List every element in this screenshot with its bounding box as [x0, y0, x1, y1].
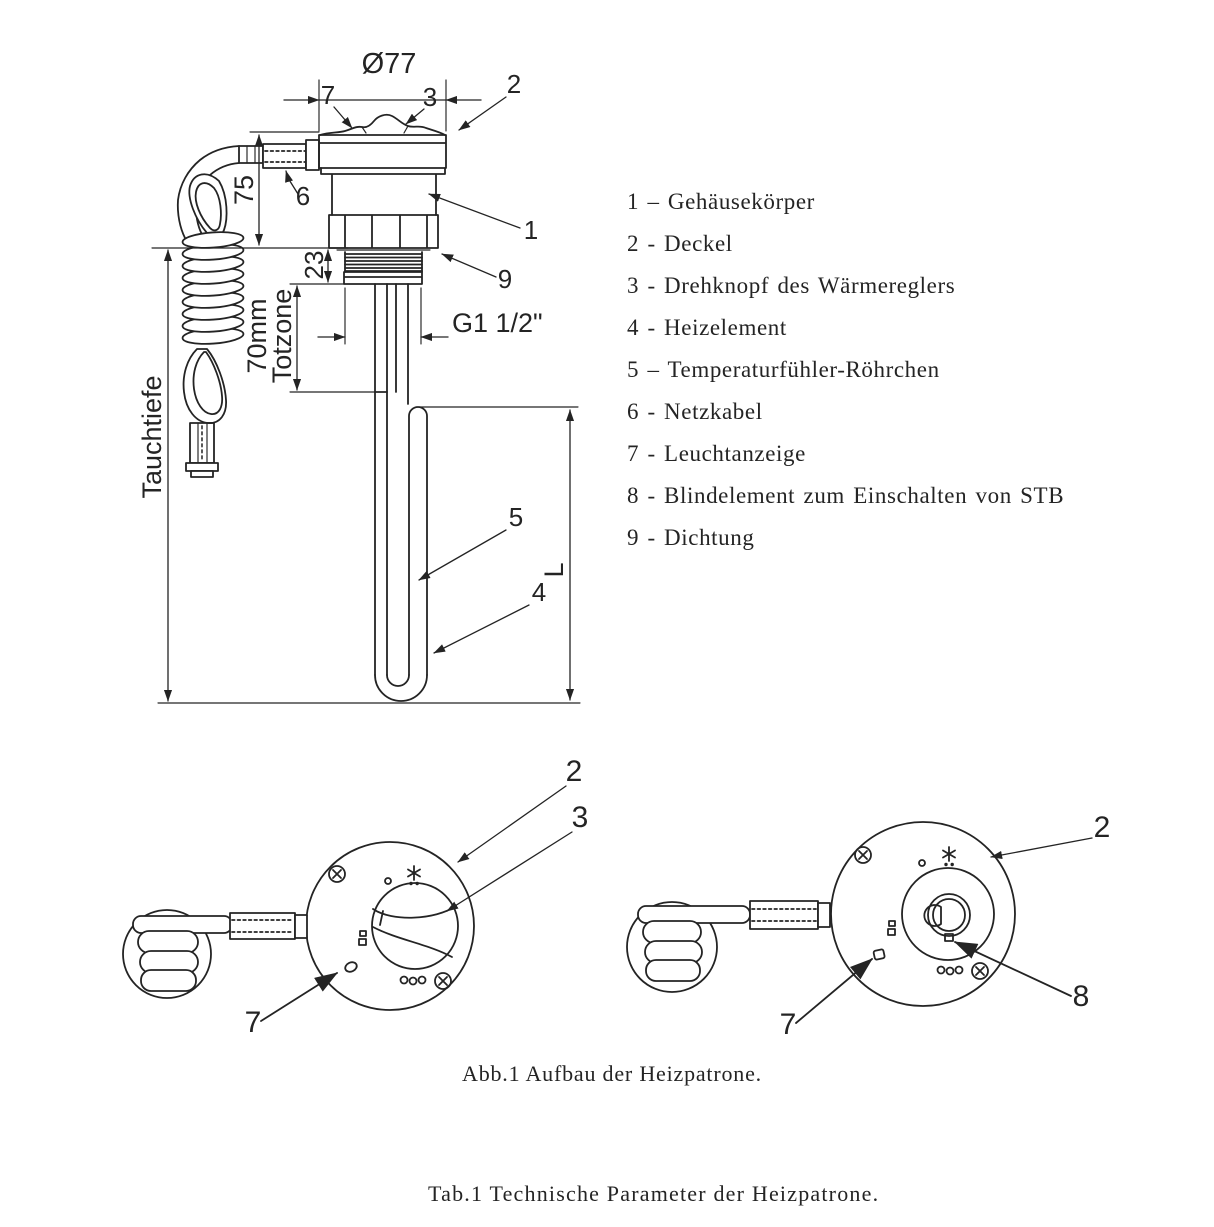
sensor-tube: [409, 407, 427, 675]
legend-item-9: 9 - Dichtung: [627, 525, 755, 550]
dim-totzone-value: 70mm: [242, 298, 272, 374]
stb-blind-element: [924, 894, 970, 941]
right-view-plug: [627, 901, 830, 992]
callout-7: 7: [244, 1006, 262, 1039]
inner-cover-circle: [902, 868, 994, 960]
cover-screw: [972, 963, 988, 979]
figure-caption: Abb.1 Aufbau der Heizpatrone.: [462, 1061, 762, 1086]
indicator-light: [873, 949, 885, 960]
callout-2: 2: [565, 755, 583, 788]
dim-diameter: Ø77: [361, 48, 417, 80]
callout-3: 3: [571, 801, 589, 834]
legend-item-3: 3 - Drehknopf des Wärmereglers: [627, 273, 956, 298]
cover-outline: [306, 842, 474, 1010]
dim-75: 75: [229, 174, 259, 206]
callout-5: 5: [508, 502, 524, 532]
legend-item-1: 1 – Gehäusekörper: [627, 189, 815, 214]
thermostat-knob-top: [372, 883, 458, 969]
mains-plug: [186, 423, 218, 477]
cover-screw: [329, 866, 345, 882]
main-callouts: [286, 69, 546, 653]
callout-4: 4: [531, 577, 547, 607]
legend-item-5: 5 – Temperaturfühler-Röhrchen: [627, 357, 940, 382]
legend-item-8: 8 - Blindelement zum Einschalten von STB: [627, 483, 1065, 508]
left-view-callouts: [245, 755, 589, 1039]
indicator-light: [344, 960, 359, 973]
legend-item-4: 4 - Heizelement: [627, 315, 787, 340]
legend-item-2: 2 - Deckel: [627, 231, 733, 256]
dim-tauchtiefe: Tauchtiefe: [137, 375, 167, 499]
mounting-thread: [345, 252, 422, 272]
main-sectional-drawing: [137, 48, 580, 703]
min-setting-mark: [359, 931, 366, 945]
callout-2: 2: [1093, 811, 1111, 844]
hex-nut: [329, 215, 438, 248]
legend-item-6: 6 - Netzkabel: [627, 399, 763, 424]
callout-7: 7: [320, 80, 336, 110]
dim-totzone-label: Totzone: [267, 288, 297, 384]
heating-element-tubes: [375, 284, 427, 701]
callout-3: 3: [422, 82, 438, 112]
cable-gland: [239, 140, 319, 170]
top-view-with-knob: [123, 755, 588, 1039]
top-view-stb-side: [627, 811, 1110, 1041]
callout-2: 2: [506, 69, 522, 99]
gasket-flange: [344, 272, 422, 284]
parts-legend: [627, 181, 1097, 559]
callout-6: 6: [295, 181, 311, 211]
cover-screw: [435, 973, 451, 989]
dim-length: L: [539, 562, 569, 578]
callout-7: 7: [779, 1008, 797, 1041]
dim-thread: G1 1/2": [452, 308, 543, 338]
table-caption: Tab.1 Technische Parameter der Heizpatrone.: [428, 1181, 880, 1206]
u-bend: [375, 675, 427, 701]
callout-8: 8: [1072, 980, 1090, 1013]
thermostat-knob-profile: [320, 115, 445, 135]
cover-screw: [855, 847, 871, 863]
min-setting-mark: [888, 921, 895, 935]
left-view-plug: [123, 910, 307, 998]
callout-1: 1: [523, 215, 539, 245]
frost-setting-icon: [943, 847, 955, 866]
dim-23: 23: [299, 250, 329, 280]
legend-item-7: 7 - Leuchtanzeige: [627, 441, 806, 466]
callout-9: 9: [497, 264, 513, 294]
cover-outline: [831, 822, 1015, 1006]
housing-body: [319, 115, 446, 284]
